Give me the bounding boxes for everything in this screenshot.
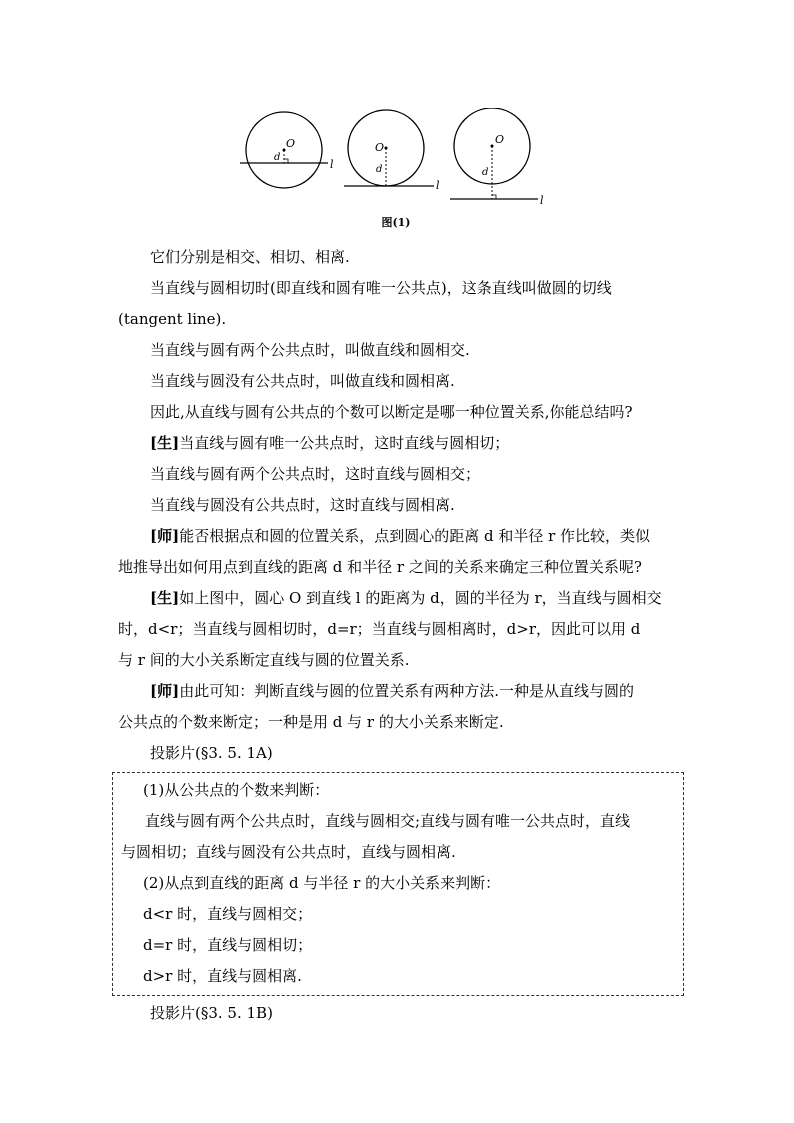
paragraph-10b: 时，d<r；当直线与圆相切时，d=r；当直线与圆相离时，d>r，因此可以用 d xyxy=(118,620,641,638)
fig3-center-label: O xyxy=(495,133,505,146)
paragraph-9a-text: 能否根据点和圆的位置关系，点到圆心的距离 d 和半径 r 作比较，类似 xyxy=(179,527,651,545)
fig3-d-label: d xyxy=(482,167,489,178)
box-line-4: d<r 时，直线与圆相交； xyxy=(143,905,313,923)
paragraph-1: 它们分别是相交、相切、相离. xyxy=(150,248,350,266)
projection-b-heading: 投影片(§3. 5. 1B) xyxy=(150,1004,273,1022)
projection-a-heading: 投影片(§3. 5. 1A) xyxy=(150,744,273,762)
paragraph-2b: (tangent line). xyxy=(118,310,227,328)
paragraph-7: 当直线与圆有两个公共点时，这时直线与圆相交； xyxy=(150,465,481,483)
fig1-line-label: l xyxy=(330,158,334,171)
teacher-tag: [师] xyxy=(150,682,180,700)
paragraph-8: 当直线与圆没有公共点时，这时直线与圆相离. xyxy=(150,496,455,514)
paragraph-2a: 当直线与圆相切时(即直线和圆有唯一公共点)，这条直线叫做圆的切线 xyxy=(150,279,612,297)
paragraph-11b: 公共点的个数来断定；一种是用 d 与 r 的大小关系来断定. xyxy=(118,713,504,731)
fig2-line-label: l xyxy=(436,179,440,192)
figure-caption: 图(1) xyxy=(381,216,411,229)
paragraph-11a xyxy=(118,676,710,707)
paragraph-3: 当直线与圆有两个公共点时，叫做直线和圆相交. xyxy=(150,341,470,359)
fig3-line-label: l xyxy=(540,194,544,207)
teacher-tag: [师] xyxy=(150,527,180,545)
figure-diagram xyxy=(236,108,556,214)
paragraph-10a xyxy=(118,583,710,614)
student-tag: [生] xyxy=(150,589,180,607)
fig2-center-label: O xyxy=(375,141,385,154)
paragraph-6-text: 当直线与圆有唯一公共点时，这时直线与圆相切； xyxy=(179,434,510,452)
projection-a-box xyxy=(112,772,684,996)
box-line-5: d=r 时，直线与圆相切； xyxy=(143,936,313,954)
paragraph-6 xyxy=(118,428,710,459)
fig1-d-label: d xyxy=(274,152,281,163)
box-line-2a: 直线与圆有两个公共点时，直线与圆相交;直线与圆有唯一公共点时，直线 xyxy=(145,812,631,830)
paragraph-10c: 与 r 间的大小关系断定直线与圆的位置关系. xyxy=(118,651,410,669)
paragraph-10a-text: 如上图中，圆心 O 到直线 l 的距离为 d，圆的半径为 r，当直线与圆相交 xyxy=(179,589,662,607)
box-line-2b: 与圆相切；直线与圆没有公共点时，直线与圆相离. xyxy=(121,843,456,861)
student-tag: [生] xyxy=(150,434,180,452)
paragraph-9a xyxy=(118,521,710,552)
fig1-center-label: O xyxy=(286,137,296,150)
box-line-3: (2)从点到直线的距离 d 与半径 r 的大小关系来判断： xyxy=(143,874,501,892)
box-line-6: d>r 时，直线与圆相离. xyxy=(143,967,302,985)
paragraph-9b: 地推导出如何用点到直线的距离 d 和半径 r 之间的关系来确定三种位置关系呢? xyxy=(118,558,642,576)
fig2-d-label: d xyxy=(376,164,383,175)
box-line-1: (1)从公共点的个数来判断： xyxy=(143,781,330,799)
paragraph-5: 因此,从直线与圆有公共点的个数可以断定是哪一种位置关系,你能总结吗? xyxy=(150,403,633,421)
paragraph-4: 当直线与圆没有公共点时，叫做直线和圆相离. xyxy=(150,372,455,390)
circle-line-figure xyxy=(236,108,556,214)
paragraph-11a-text: 由此可知：判断直线与圆的位置关系有两种方法.一种是从直线与圆的 xyxy=(179,682,634,700)
